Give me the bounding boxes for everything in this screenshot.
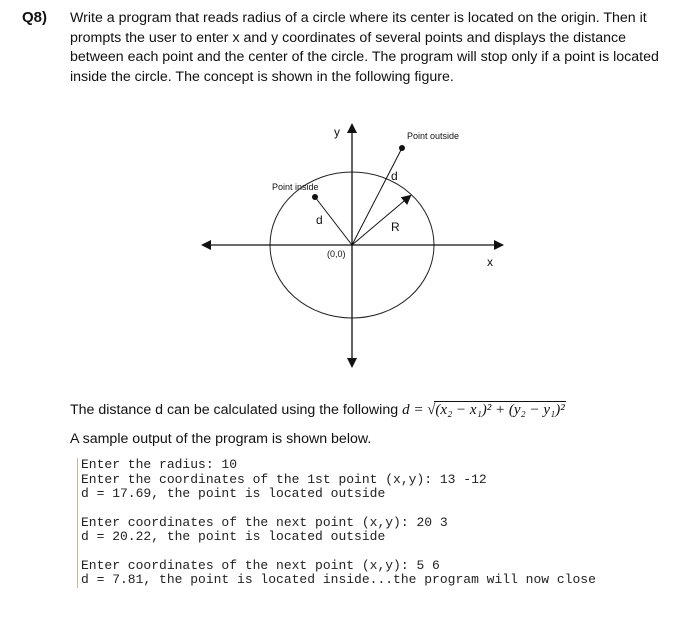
- output-line: Enter the radius: 10: [81, 457, 238, 472]
- point-inside: [312, 194, 318, 200]
- question-line: inside the circle. The concept is shown in the following figure.: [70, 68, 454, 85]
- sample-intro: A sample output of the program is shown below.: [70, 431, 372, 447]
- formula-lhs: d =: [402, 402, 428, 418]
- distance-outside-label: d: [391, 169, 398, 183]
- output-line: d = 20.22, the point is located outside: [81, 529, 386, 544]
- point-outside-label: Point outside: [407, 131, 460, 141]
- question-number: Q8): [22, 9, 48, 26]
- output-line: d = 17.69, the point is located outside: [81, 486, 386, 501]
- radius-label: R: [391, 220, 400, 234]
- question-line: Write a program that reads radius of a circle where its center is located on the origin. Then it: [70, 10, 647, 26]
- radius-arrow: [352, 196, 410, 245]
- output-line: d = 7.81, the point is located inside...the program will now close: [81, 572, 596, 587]
- output-gap: [81, 502, 596, 516]
- x-axis-label: x: [487, 255, 493, 269]
- formula-expression: (x₂ − x₁)² + (y₂ − y₁)²: [435, 402, 565, 418]
- distance-formula: The distance d can be calculated using the following d = √(x₂ − x₁)² + (y₂ − y₁)²: [70, 402, 565, 418]
- origin-label: (0,0): [327, 249, 346, 259]
- output-gap: [81, 545, 596, 559]
- question-line: prompts the user to enter x and y coordinates of several points and displays the distance: [70, 29, 626, 46]
- y-axis-label: y: [334, 125, 340, 139]
- question-line: between each point and the center of the circle. The program will stop only if a point is located: [70, 49, 659, 66]
- formula-intro: The distance d can be calculated using the following: [70, 402, 399, 418]
- point-outside: [399, 145, 405, 151]
- distance-inside-label: d: [316, 213, 323, 227]
- output-line: Enter the coordinates of the 1st point (x,y): 13 -12: [81, 471, 487, 487]
- sample-output-block: [77, 458, 596, 588]
- output-line: Enter coordinates of the next point (x,y): 20 3: [81, 514, 448, 530]
- point-inside-label: Point inside: [272, 182, 319, 192]
- output-line: Enter coordinates of the next point (x,y): 5 6: [81, 557, 440, 573]
